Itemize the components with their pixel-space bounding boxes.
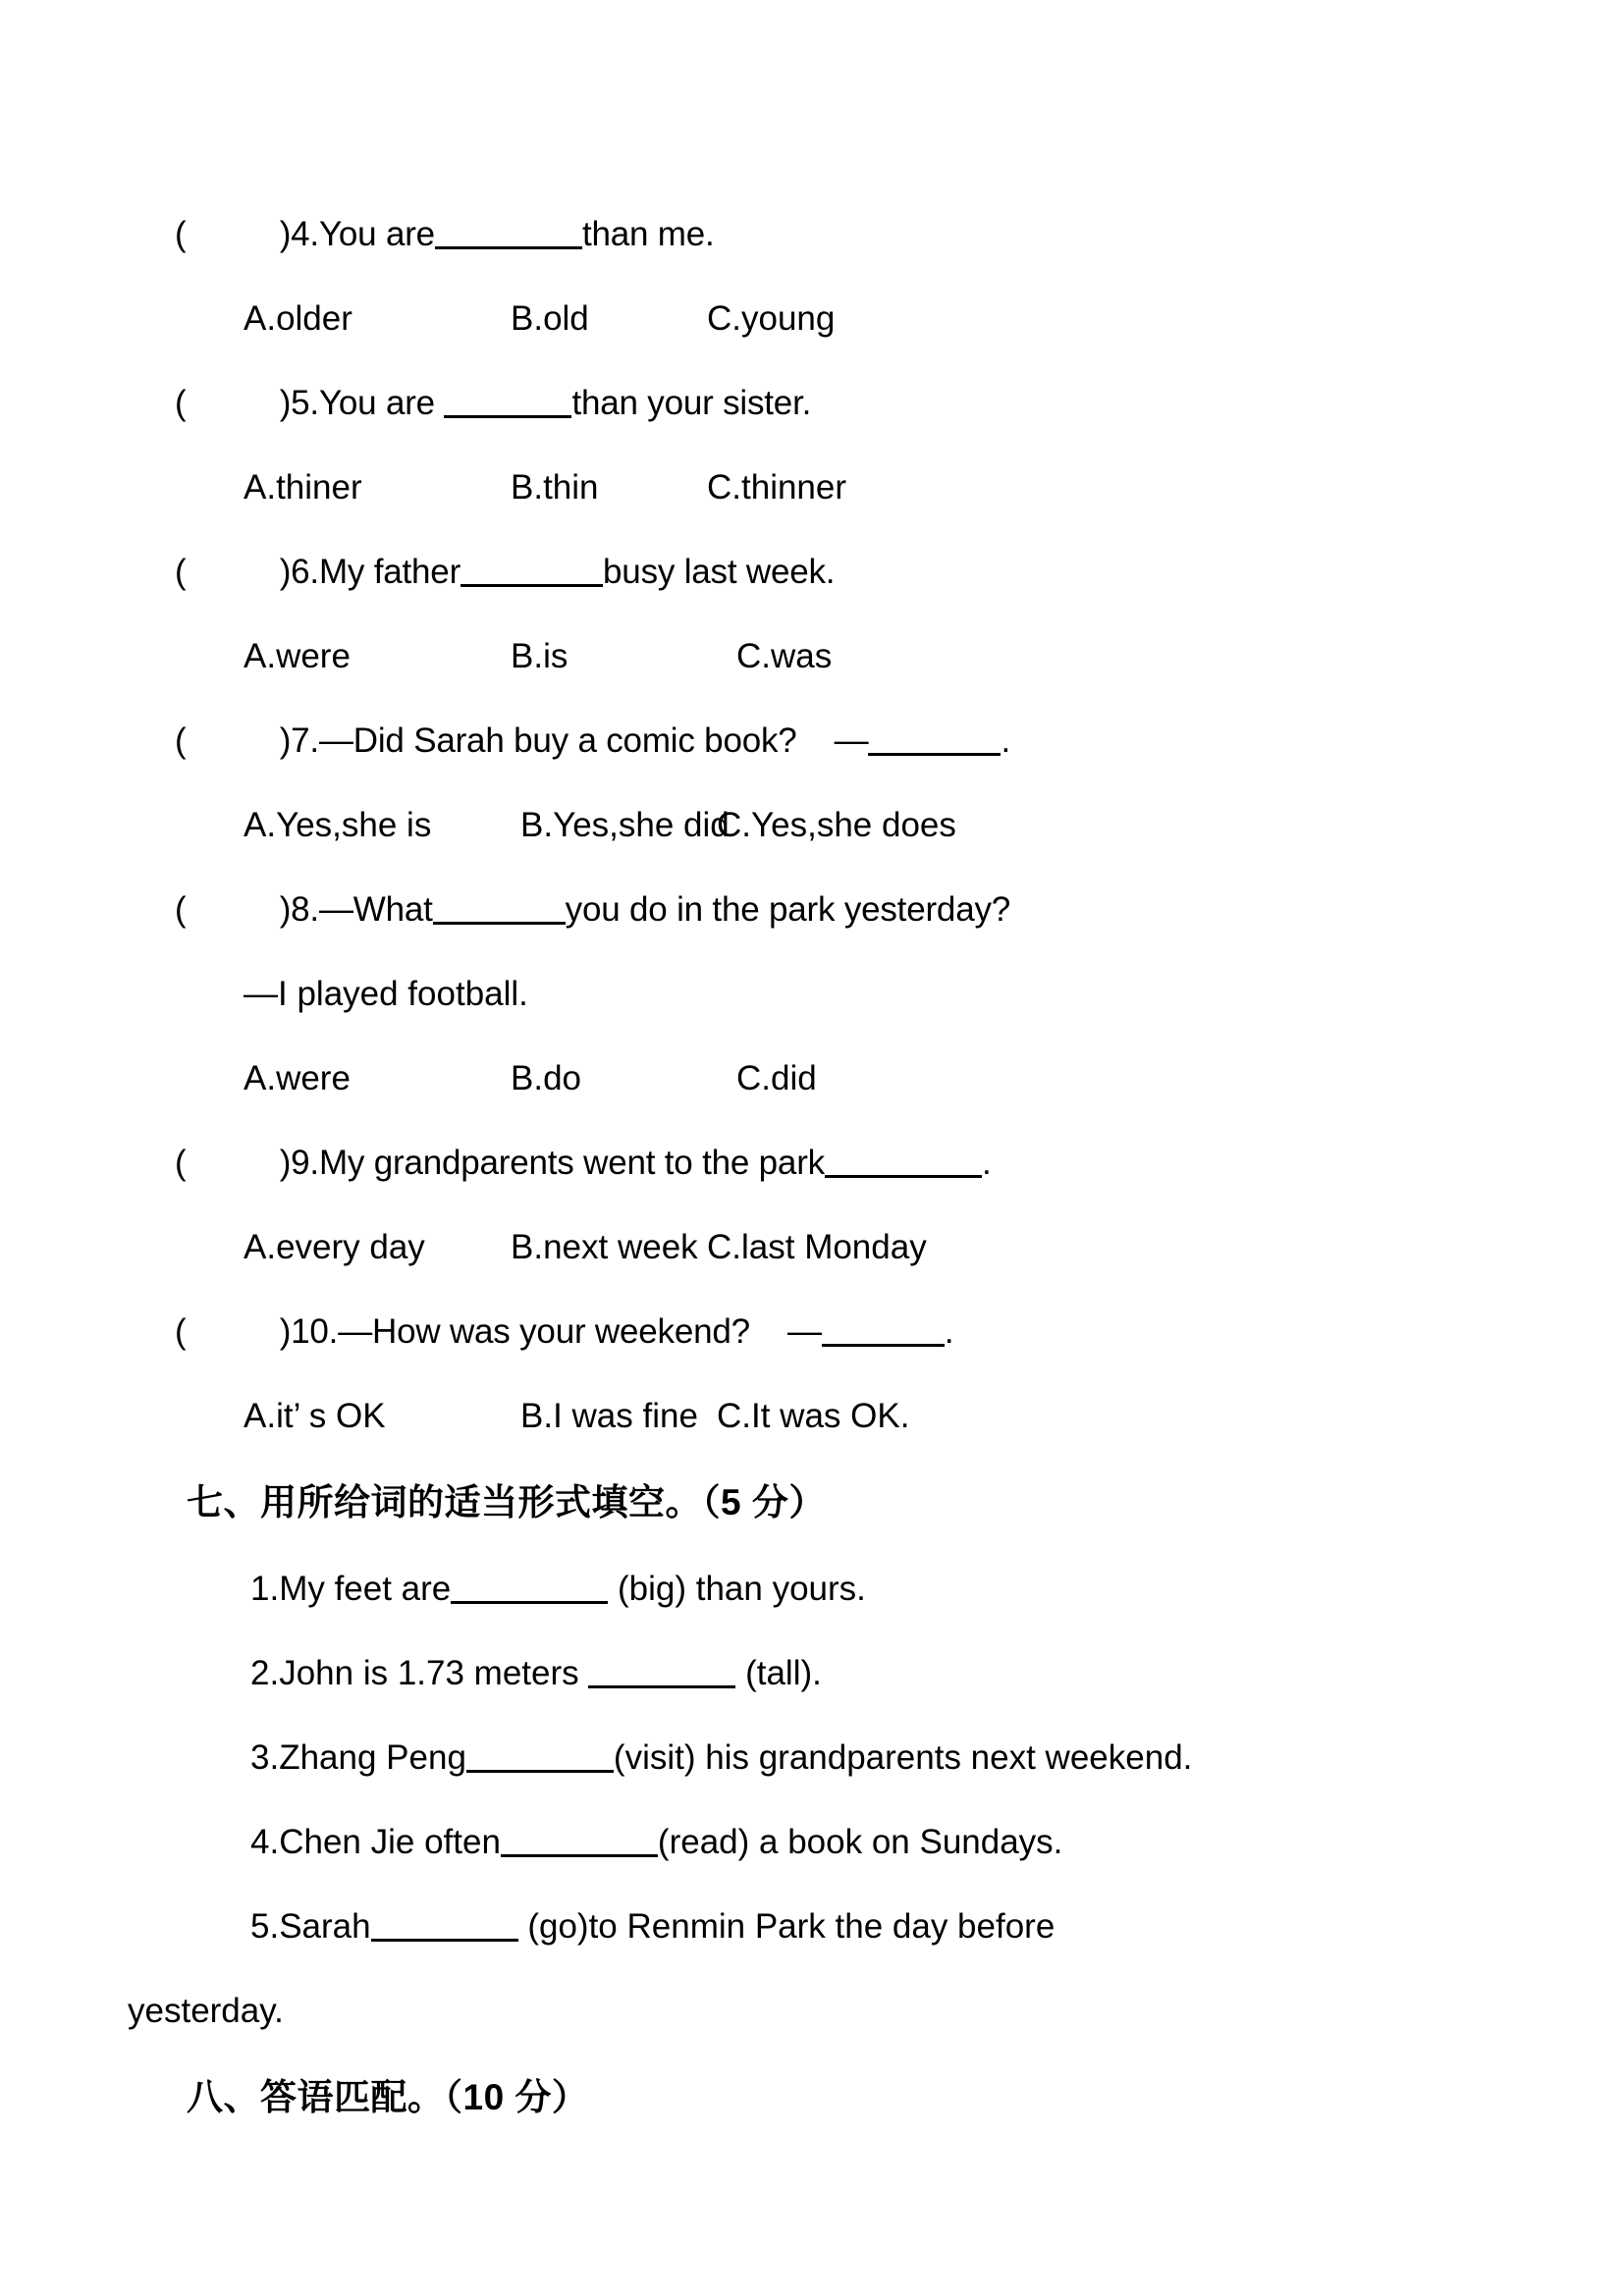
question-line xyxy=(0,699,1624,783)
fill-in-number-4: 4. xyxy=(250,1823,280,1861)
question-line xyxy=(0,1290,1624,1374)
answer-bracket-6[interactable]: ( ) xyxy=(175,553,292,591)
option-a-10[interactable]: A.it’ s OK xyxy=(244,1397,386,1435)
fill-in-number-1: 1. xyxy=(250,1570,280,1608)
question-stem-after-5: than your sister. xyxy=(571,384,812,422)
fill-in-number-3: 3. xyxy=(250,1738,280,1777)
option-c-6[interactable]: C.was xyxy=(736,637,833,675)
question-number-9: 9. xyxy=(291,1144,319,1182)
option-b-6[interactable]: B.is xyxy=(511,637,568,675)
option-a-9[interactable]: A.every day xyxy=(244,1228,425,1266)
question-line xyxy=(0,192,1624,277)
question-stem-before-4: You are xyxy=(318,215,435,253)
question-number-4: 4. xyxy=(291,215,319,253)
question-stem-after-4: than me. xyxy=(581,215,715,253)
option-b-7[interactable]: B.Yes,she did xyxy=(520,806,730,844)
question-stem-before-7: —Did Sarah buy a comic book? — xyxy=(318,721,869,760)
options-row-4 xyxy=(0,277,1624,361)
answer-blank-10[interactable] xyxy=(822,1318,945,1347)
answer-blank-7[interactable] xyxy=(868,727,1001,756)
option-a-5[interactable]: A.thiner xyxy=(244,468,362,507)
fill-in-blank-1[interactable] xyxy=(451,1575,608,1604)
question-stem-after-7: . xyxy=(1001,721,1010,760)
fill-in-after-3: (visit) his grandparents next weekend. xyxy=(613,1738,1193,1777)
answer-bracket-4[interactable]: ( ) xyxy=(175,215,292,253)
question-line xyxy=(0,530,1624,614)
fill-in-blank-2[interactable] xyxy=(588,1660,735,1688)
answer-blank-5[interactable] xyxy=(444,390,571,418)
mc-question-7 xyxy=(0,699,1624,868)
fill-in-item-1 xyxy=(0,1547,1624,1631)
fill-in-blank-4[interactable] xyxy=(501,1829,658,1857)
options-row-8 xyxy=(0,1037,1624,1121)
fill-in-after-5: (go)to Renmin Park the day before xyxy=(517,1907,1056,1946)
question-number-8: 8. xyxy=(291,890,319,929)
fill-in-before-4: Chen Jie often xyxy=(279,1823,501,1861)
answer-bracket-5[interactable]: ( ) xyxy=(175,384,292,422)
fill-in-before-3: Zhang Peng xyxy=(279,1738,466,1777)
mc-question-6 xyxy=(0,530,1624,699)
fill-in-number-5: 5. xyxy=(250,1907,280,1946)
fill-in-after-1: (big) than yours. xyxy=(608,1570,866,1608)
answer-blank-8[interactable] xyxy=(433,896,566,925)
option-c-4[interactable]: C.young xyxy=(707,299,836,338)
question-8-response-line: —I played football. xyxy=(244,975,528,1013)
option-a-7[interactable]: A.Yes,she is xyxy=(244,806,432,844)
mc-question-10 xyxy=(0,1290,1624,1459)
fill-in-item-2 xyxy=(0,1631,1624,1716)
question-stem-after-10: . xyxy=(944,1312,954,1351)
mc-question-5 xyxy=(0,361,1624,530)
option-a-8[interactable]: A.were xyxy=(244,1059,351,1097)
question-stem-before-10: —How was your weekend? — xyxy=(338,1312,822,1351)
fill-in-after-2: (tall). xyxy=(735,1654,822,1692)
question-line xyxy=(0,868,1624,952)
options-row-9 xyxy=(0,1205,1624,1290)
question-stem-after-9: . xyxy=(981,1144,992,1182)
question-line xyxy=(0,1121,1624,1205)
question-number-6: 6. xyxy=(291,553,319,591)
question-number-7: 7. xyxy=(291,721,319,760)
mc-question-4 xyxy=(0,192,1624,361)
question-stem-before-9: My grandparents went to the park xyxy=(318,1144,825,1182)
option-c-5[interactable]: C.thinner xyxy=(707,468,847,507)
fill-in-number-2: 2. xyxy=(250,1654,280,1692)
question-stem-before-6: My father xyxy=(318,553,461,591)
options-row-10 xyxy=(0,1374,1624,1459)
question-line xyxy=(0,361,1624,446)
option-b-9[interactable]: B.next week xyxy=(511,1228,698,1266)
question-number-5: 5. xyxy=(291,384,319,422)
option-c-8[interactable]: C.did xyxy=(736,1059,817,1097)
answer-bracket-8[interactable]: ( ) xyxy=(175,890,292,929)
options-row-7 xyxy=(0,783,1624,868)
mc-question-8 xyxy=(0,868,1624,1121)
answer-blank-6[interactable] xyxy=(460,559,603,587)
option-b-10[interactable]: B.I was fine xyxy=(520,1397,698,1435)
page-content xyxy=(0,192,1624,2142)
section-seven-heading: 七、用所给词的适当形式填空。（5 分） xyxy=(187,1482,826,1522)
options-row-5 xyxy=(0,446,1624,530)
fill-in-before-5: Sarah xyxy=(279,1907,371,1946)
option-a-6[interactable]: A.were xyxy=(244,637,351,675)
question-stem-after-6: busy last week. xyxy=(603,553,836,591)
options-row-6 xyxy=(0,614,1624,699)
option-a-4[interactable]: A.older xyxy=(244,299,352,338)
answer-bracket-7[interactable]: ( ) xyxy=(175,721,292,760)
option-b-4[interactable]: B.old xyxy=(511,299,589,338)
section-eight-heading: 八、答语匹配。（10 分） xyxy=(187,2077,589,2117)
fill-in-after-4: (read) a book on Sundays. xyxy=(657,1823,1063,1861)
option-c-9[interactable]: C.last Monday xyxy=(707,1228,927,1266)
option-b-5[interactable]: B.thin xyxy=(511,468,599,507)
fill-in-blank-5[interactable] xyxy=(371,1913,518,1942)
answer-bracket-10[interactable]: ( ) xyxy=(175,1312,292,1351)
question-stem-before-8: —What xyxy=(318,890,433,929)
fill-in-item-5 xyxy=(0,1885,1624,1969)
mc-question-9 xyxy=(0,1121,1624,1290)
fill-in-item-3 xyxy=(0,1716,1624,1800)
fill-in-item-5-continuation: yesterday. xyxy=(128,1992,284,2030)
question-stem-after-8: you do in the park yesterday? xyxy=(565,890,1011,929)
fill-in-before-2: John is 1.73 meters xyxy=(279,1654,589,1692)
fill-in-item-4 xyxy=(0,1800,1624,1885)
answer-bracket-9[interactable]: ( ) xyxy=(175,1144,292,1182)
option-c-7[interactable]: C.Yes,she does xyxy=(717,806,956,844)
option-c-10[interactable]: C.It was OK. xyxy=(717,1397,910,1435)
option-b-8[interactable]: B.do xyxy=(511,1059,581,1097)
question-number-10: 10. xyxy=(291,1312,339,1351)
question-stem-before-5: You are xyxy=(318,384,445,422)
answer-blank-9[interactable] xyxy=(825,1149,982,1178)
fill-in-blank-3[interactable] xyxy=(466,1744,614,1773)
fill-in-before-1: My feet are xyxy=(279,1570,452,1608)
answer-blank-4[interactable] xyxy=(435,221,582,249)
